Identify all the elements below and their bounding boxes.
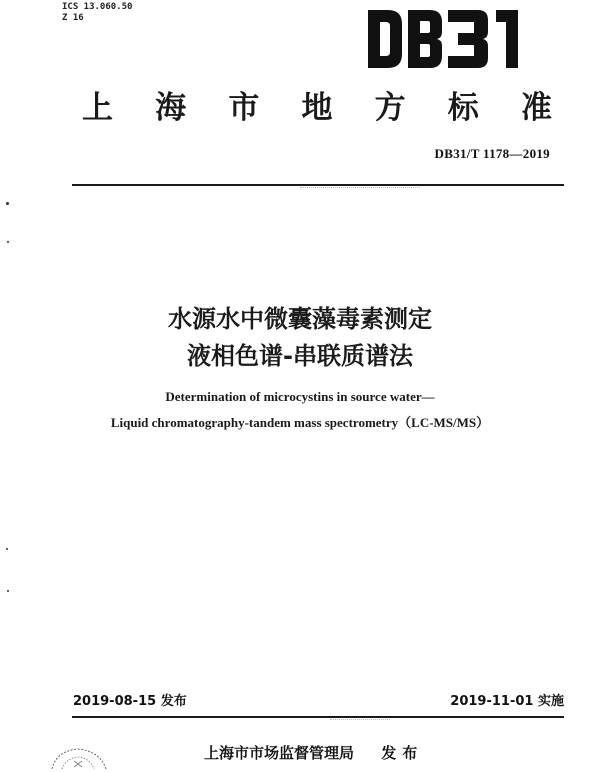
issue-label: 发布 [160,694,187,709]
issuing-authority [204,742,423,763]
issuer-name: 上海市市场监督管理局 [204,744,355,762]
db31-logo [366,8,526,70]
implement-date [450,690,564,709]
ccs-code: Z 16 [62,13,84,23]
scan-speck [7,590,9,592]
svg-text:DB31: DB31 [446,48,449,49]
issue-date-value: 2019-08-15 [73,694,157,709]
issue-date [73,690,187,709]
title-en-line2: Liquid chromatography-tandem mass spectrometry（LC-MS/MS） [110,415,490,430]
title-zh-line2: 液相色谱-串联质谱法 [187,342,413,370]
classification-codes [62,2,132,24]
category-char: 市 [228,89,260,126]
implement-date-value: 2019-11-01 [450,694,534,709]
category-char: 准 [520,89,552,126]
seal-stamp [44,745,114,772]
top-divider-dots [300,187,420,189]
ics-code: ICS 13.060.50 [62,2,133,12]
standard-number: DB31/T 1178—2019 [434,146,550,161]
category-char: 地 [301,89,333,126]
category-char: 方 [374,89,406,126]
category-char: 上 [82,89,113,126]
scan-speck [6,548,8,550]
category-char: 海 [155,89,187,126]
bottom-divider [72,716,564,718]
bottom-divider-dots [330,719,390,721]
top-divider [72,184,564,186]
scan-speck [7,241,9,243]
category-char: 标 [447,89,479,126]
standard-category [82,84,552,124]
title-zh-line1: 水源水中微囊藻毒素测定 [168,305,432,333]
scan-speck [6,202,9,205]
implement-label: 实施 [537,694,564,709]
publish-label: 发布 [381,744,424,762]
title-en-line1: Determination of microcystins in source water— [165,389,435,404]
